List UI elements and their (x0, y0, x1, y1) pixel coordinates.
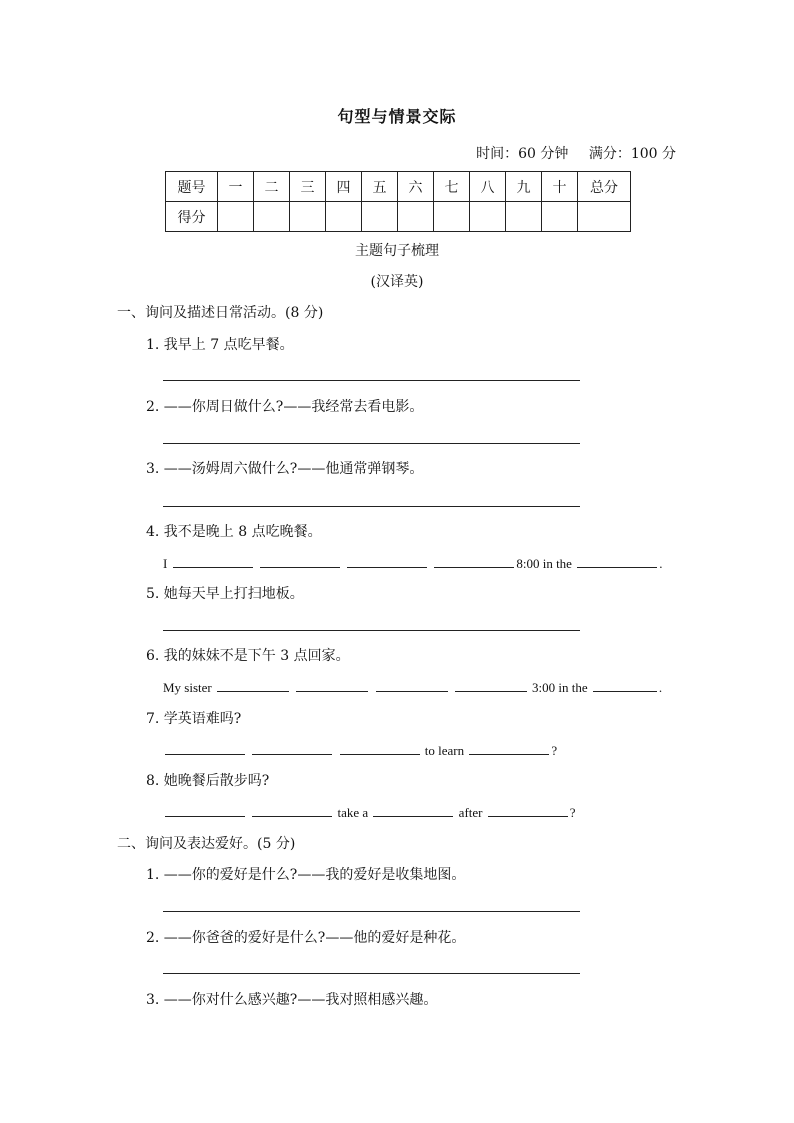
blank[interactable] (488, 802, 568, 817)
section-subtitle: 主题句子梳理 (355, 243, 439, 259)
blank[interactable] (165, 802, 245, 817)
fill-text: 8:00 in the (516, 556, 572, 571)
question-prompt: 2. ——你周日做什么?——我经常去看电影。 (146, 399, 424, 415)
score-table-cell: 题号 (166, 172, 218, 202)
section-heading: 二、询问及表达爱好。(5 分) (117, 836, 296, 852)
fill-text: to learn (424, 743, 465, 758)
blank[interactable] (340, 740, 420, 755)
answer-line[interactable] (163, 380, 580, 381)
question-prompt: 5. 她每天早上打扫地板。 (146, 586, 304, 602)
score-table-cell: 一 (218, 172, 254, 202)
question-prompt: 4. 我不是晚上 8 点吃晚餐。 (146, 524, 322, 540)
full-score: 满分：100 分 (588, 146, 676, 162)
page-title: 句型与情景交际 (337, 107, 457, 126)
fill-text: take a (337, 805, 369, 820)
fill-text: ? (569, 805, 576, 820)
fill-in-sentence (163, 553, 662, 572)
question-prompt: 8. 她晚餐后散步吗? (146, 773, 270, 789)
blank[interactable] (165, 740, 245, 755)
answer-line[interactable] (163, 506, 580, 507)
fill-in-sentence (163, 677, 662, 696)
fill-text: . (659, 556, 663, 571)
blank[interactable] (217, 677, 289, 692)
score-table-header-row (166, 172, 631, 202)
blank[interactable] (296, 677, 368, 692)
blank[interactable] (260, 553, 340, 568)
fill-text: I (163, 556, 168, 571)
score-table-cell: 十 (542, 172, 578, 202)
blank[interactable] (577, 553, 657, 568)
question-prompt: 3. ——汤姆周六做什么?——他通常弹钢琴。 (146, 461, 424, 477)
score-input-cell[interactable] (218, 202, 254, 232)
score-input-cell[interactable] (578, 202, 631, 232)
blank[interactable] (376, 677, 448, 692)
blank[interactable] (252, 740, 332, 755)
fill-text: . (658, 680, 663, 695)
fill-text: after (458, 805, 483, 820)
score-input-cell[interactable] (398, 202, 434, 232)
blank[interactable] (347, 553, 427, 568)
score-table-cell: 八 (470, 172, 506, 202)
question-prompt: 3. ——你对什么感兴趣?——我对照相感兴趣。 (146, 992, 438, 1008)
section-subnote: (汉译英) (370, 274, 424, 290)
question-prompt: 2. ——你爸爸的爱好是什么?——他的爱好是种花。 (146, 930, 466, 946)
blank[interactable] (173, 553, 253, 568)
score-table-cell: 得分 (166, 202, 218, 232)
score-input-cell[interactable] (434, 202, 470, 232)
fill-text: My sister (163, 680, 212, 695)
blank[interactable] (434, 553, 514, 568)
section-heading: 一、询问及描述日常活动。(8 分) (117, 305, 324, 321)
score-input-cell[interactable] (254, 202, 290, 232)
time-limit: 时间：60 分钟 (476, 146, 569, 162)
score-table-cell: 四 (326, 172, 362, 202)
score-input-cell[interactable] (470, 202, 506, 232)
answer-line[interactable] (163, 630, 580, 631)
answer-line[interactable] (163, 973, 580, 974)
blank[interactable] (593, 677, 657, 692)
score-table-score-row (166, 202, 631, 232)
blank[interactable] (373, 802, 453, 817)
fill-text: ? (551, 743, 558, 758)
score-table-cell: 九 (506, 172, 542, 202)
score-table-cell: 六 (398, 172, 434, 202)
question-prompt: 1. 我早上 7 点吃早餐。 (146, 337, 294, 353)
fill-in-sentence (163, 802, 576, 821)
question-prompt: 1. ——你的爱好是什么?——我的爱好是收集地图。 (146, 867, 466, 883)
score-table-cell: 三 (290, 172, 326, 202)
answer-line[interactable] (163, 443, 580, 444)
exam-meta (476, 143, 676, 163)
score-table-cell: 二 (254, 172, 290, 202)
score-table-cell: 总分 (578, 172, 631, 202)
question-prompt: 6. 我的妹妹不是下午 3 点回家。 (146, 648, 350, 664)
score-input-cell[interactable] (506, 202, 542, 232)
question-prompt: 7. 学英语难吗? (146, 711, 242, 727)
score-table (165, 171, 631, 232)
answer-line[interactable] (163, 911, 580, 912)
score-table-cell: 五 (362, 172, 398, 202)
blank[interactable] (455, 677, 527, 692)
score-input-cell[interactable] (290, 202, 326, 232)
score-input-cell[interactable] (362, 202, 398, 232)
score-table-cell: 七 (434, 172, 470, 202)
score-input-cell[interactable] (326, 202, 362, 232)
fill-text: 3:00 in the (532, 680, 588, 695)
fill-in-sentence (163, 740, 557, 759)
blank[interactable] (252, 802, 332, 817)
score-input-cell[interactable] (542, 202, 578, 232)
blank[interactable] (469, 740, 549, 755)
